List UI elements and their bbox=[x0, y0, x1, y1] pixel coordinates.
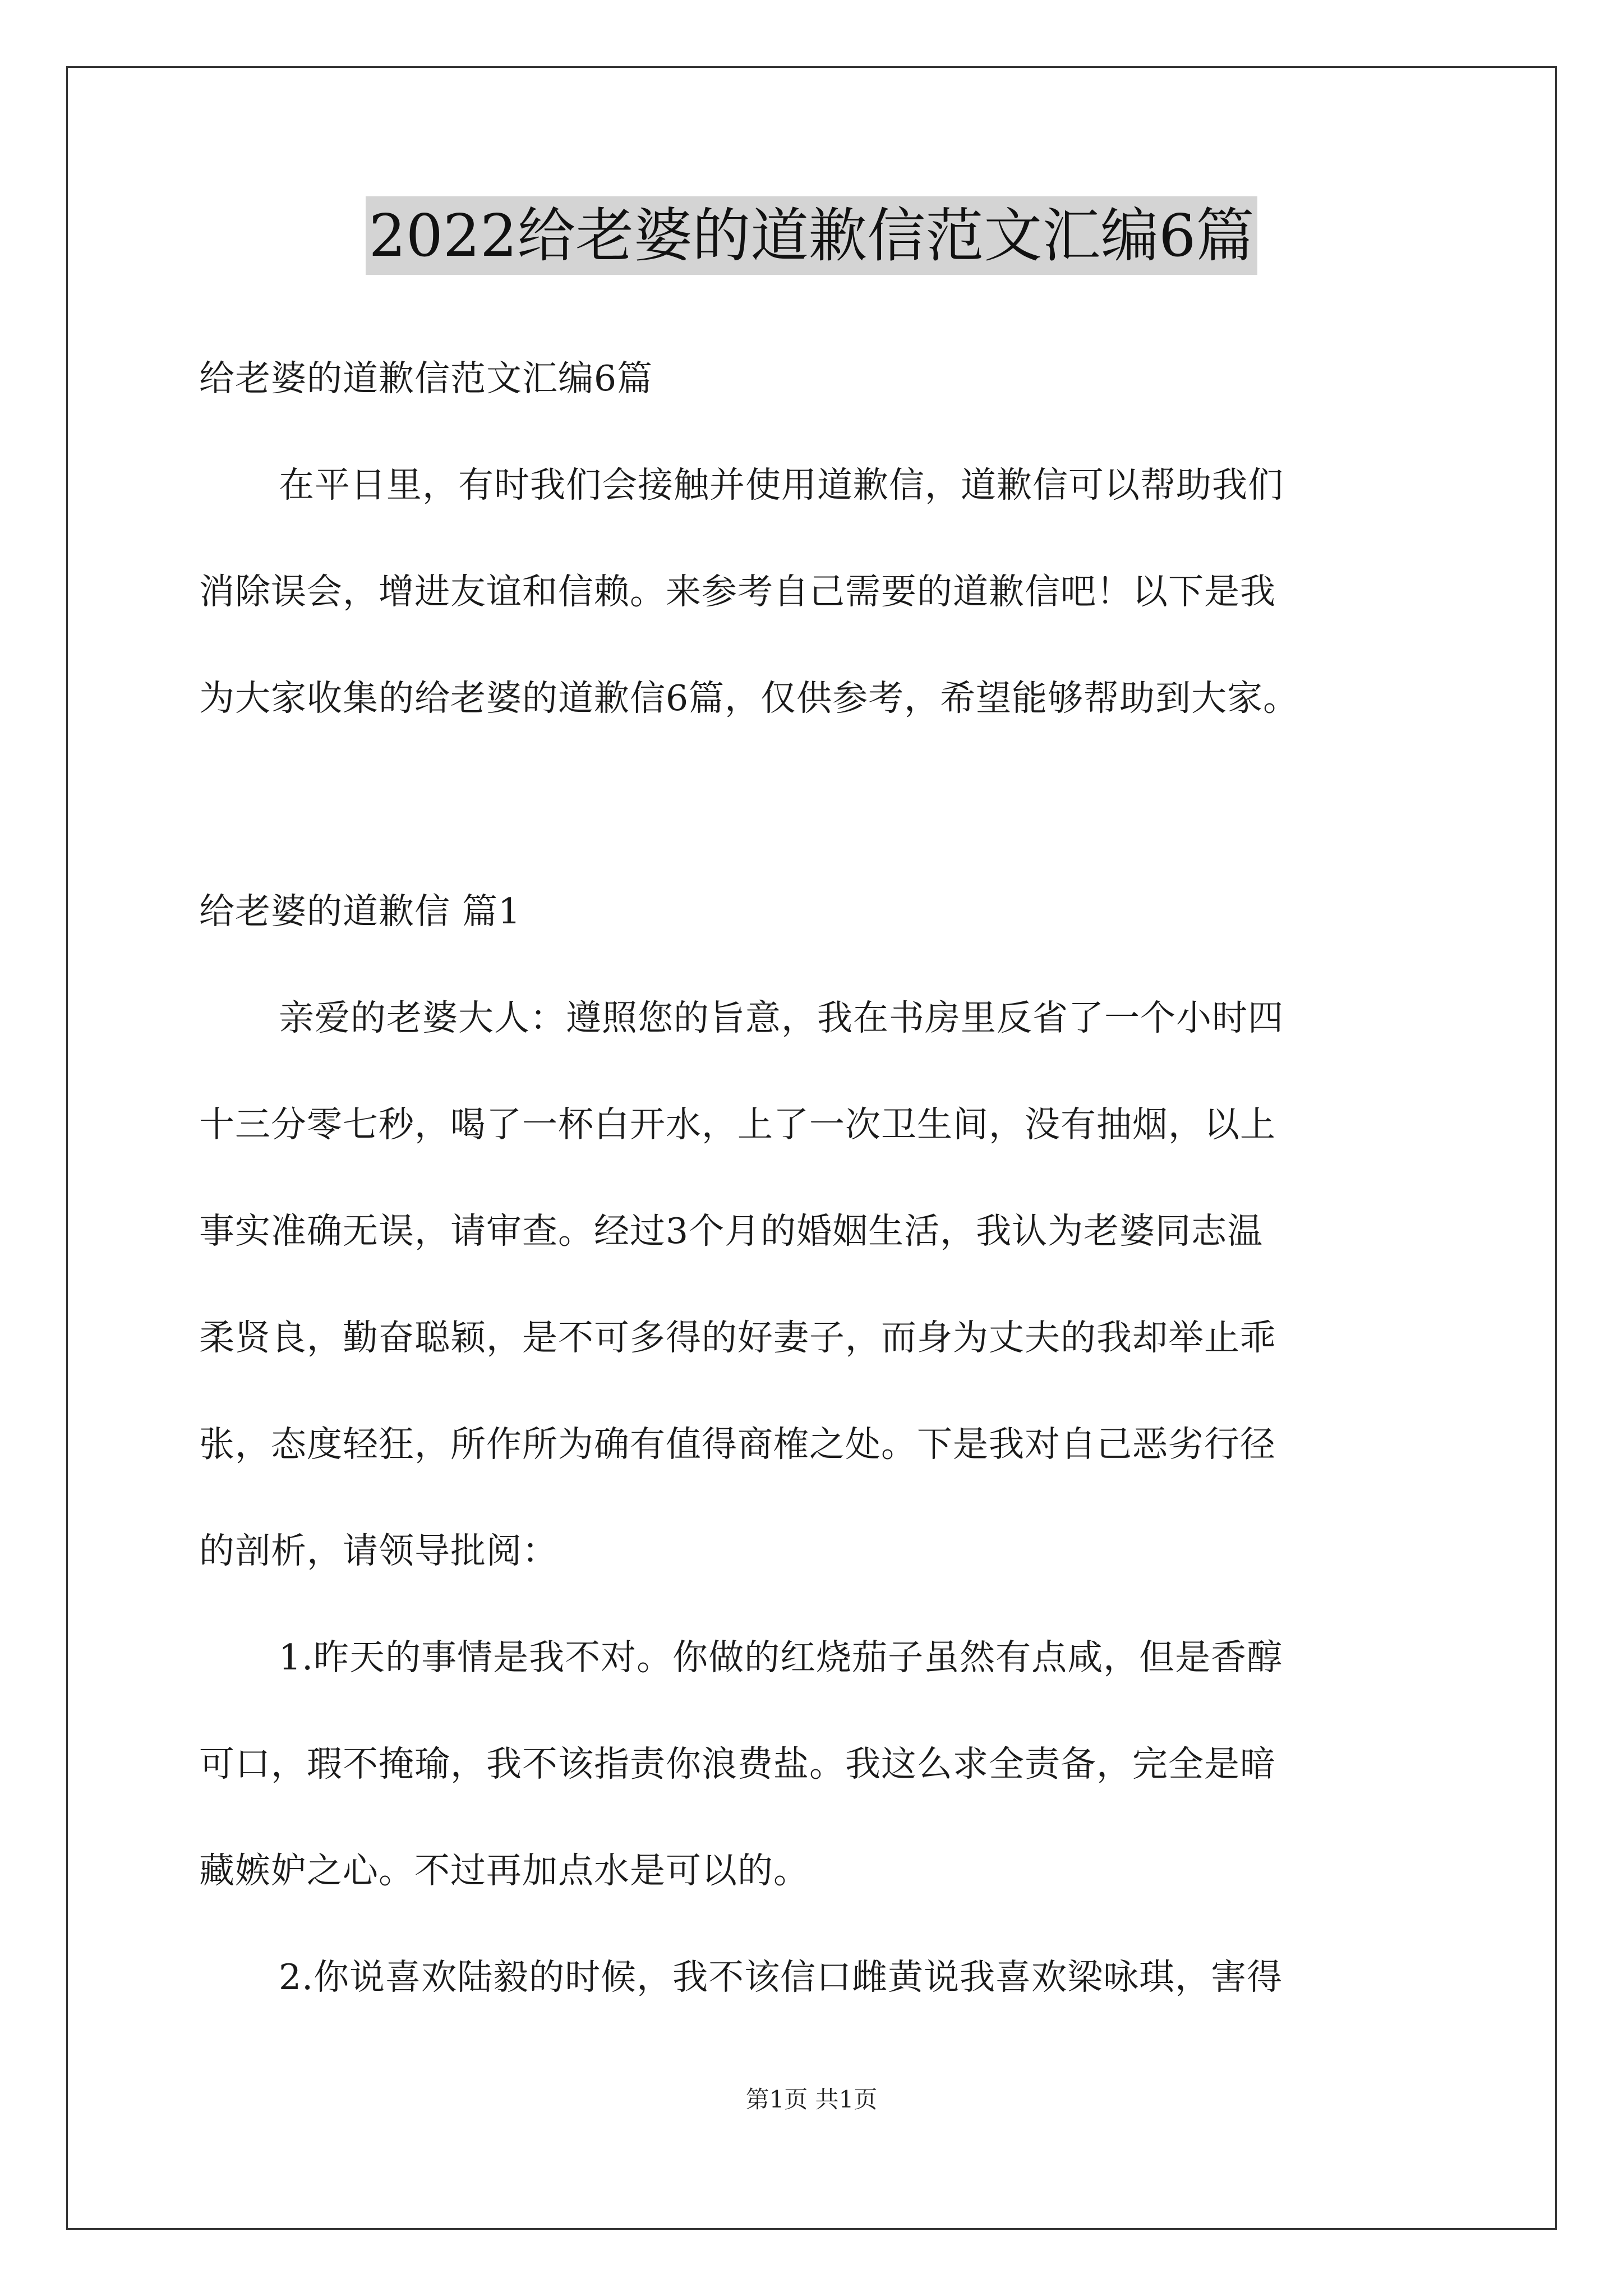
section-heading: 给老婆的道歉信 篇1 bbox=[199, 891, 522, 932]
document-subtitle: 给老婆的道歉信范文汇编6篇 bbox=[199, 358, 653, 399]
letter-line-7: 1.昨天的事情是我不对。你做的红烧茄子虽然有点咸，但是香醇 bbox=[279, 1637, 1283, 1678]
title-container bbox=[0, 196, 1623, 275]
letter-line-1: 亲爱的老婆大人：遵照您的旨意，我在书房里反省了一个小时四 bbox=[279, 997, 1284, 1038]
letter-line-5: 张，态度轻狂，所作所为确有值得商榷之处。下是我对自己恶劣行径 bbox=[199, 1424, 1276, 1465]
intro-line-2: 消除误会，增进友谊和信赖。来参考自己需要的道歉信吧！以下是我 bbox=[199, 571, 1276, 612]
letter-line-4: 柔贤良，勤奋聪颖，是不可多得的好妻子，而身为丈夫的我却举止乖 bbox=[199, 1317, 1276, 1358]
document-title: 2022给老婆的道歉信范文汇编6篇 bbox=[366, 196, 1258, 275]
letter-line-3: 事实准确无误，请审查。经过3个月的婚姻生活，我认为老婆同志温 bbox=[199, 1211, 1264, 1251]
letter-line-6: 的剖析，请领导批阅： bbox=[199, 1530, 558, 1571]
letter-line-2: 十三分零七秒，喝了一杯白开水，上了一次卫生间，没有抽烟，以上 bbox=[199, 1104, 1276, 1145]
letter-line-8: 可口，瑕不掩瑜，我不该指责你浪费盐。我这么求全责备，完全是暗 bbox=[199, 1743, 1276, 1784]
page-footer: 第1页 共1页 bbox=[745, 2086, 878, 2113]
letter-line-10: 2.你说喜欢陆毅的时候，我不该信口雌黄说我喜欢梁咏琪，害得 bbox=[279, 1957, 1283, 1998]
letter-line-9: 藏嫉妒之心。不过再加点水是可以的。 bbox=[199, 1850, 809, 1891]
intro-line-3: 为大家收集的给老婆的道歉信6篇，仅供参考，希望能够帮助到大家。 bbox=[199, 678, 1299, 719]
intro-line-1: 在平日里，有时我们会接触并使用道歉信，道歉信可以帮助我们 bbox=[279, 464, 1284, 505]
